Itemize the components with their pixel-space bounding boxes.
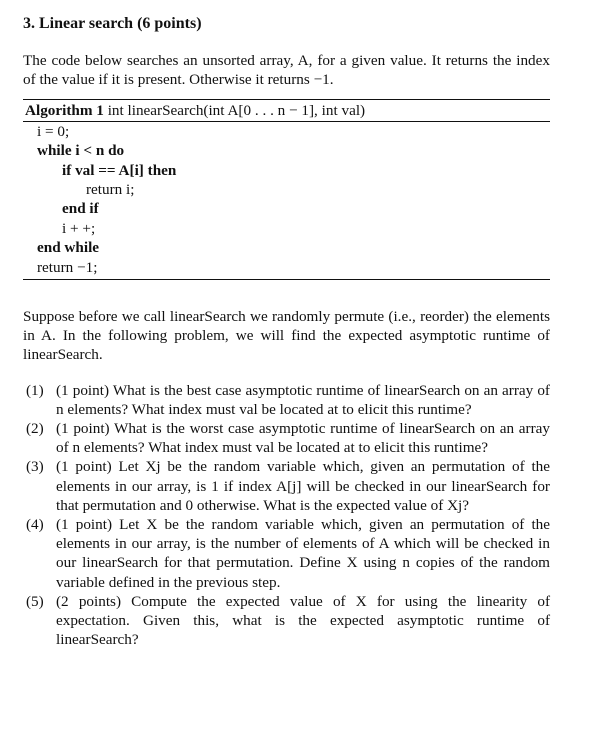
code-line: if val == A[i] then <box>62 161 177 179</box>
question-text: (1 point) What is the best case asymptotic runtime of linearSearch on an array of n elements? What index must val be located at to elicit this runtime? <box>56 381 550 418</box>
document-page <box>23 14 550 649</box>
algorithm-signature: int linearSearch(int A[0 . . . n − 1], int val) <box>107 101 366 119</box>
code-line: end while <box>37 239 100 257</box>
question-number: (4) <box>26 515 44 533</box>
question-number: (5) <box>26 592 44 610</box>
question-list <box>23 381 550 650</box>
question-text: (2 points) Compute the expected value of X for using the linearity of expectation. Given this, what is the expected asymptotic runtime of linearSearch? <box>56 592 550 649</box>
question-number: (1) <box>26 381 44 399</box>
question-number: (2) <box>26 419 44 437</box>
code-line: while i < n do <box>37 142 125 160</box>
algorithm-block <box>23 99 550 280</box>
question-item <box>23 381 550 419</box>
algorithm-caption <box>23 100 550 122</box>
code-line: return −1; <box>37 258 98 276</box>
question-item <box>23 457 550 515</box>
code-line: end if <box>62 200 99 218</box>
code-line: i = 0; <box>37 122 70 140</box>
question-item <box>23 515 550 592</box>
code-line: return i; <box>86 180 135 198</box>
algorithm-label: Algorithm 1 <box>25 101 104 119</box>
question-item <box>23 592 550 650</box>
section-heading: 3. Linear search (6 points) <box>23 15 202 32</box>
code-line: i + +; <box>62 219 96 237</box>
question-text: (1 point) What is the worst case asymptotic runtime of linearSearch on an array of n elements? What index must val be located at to elicit this runtime? <box>56 419 550 457</box>
intro-paragraph: The code below searches an unsorted array, A, for a given value. It returns the index of the value if it is present. Otherwise it returns −1. <box>23 52 550 89</box>
body-paragraph: Suppose before we call linearSearch we randomly permute (i.e., reorder) the elements in A. In the following problem, we will find the expected asymptotic runtime of linearSearch. <box>23 307 550 364</box>
question-text: (1 point) Let Xj be the random variable which, given an permutation of the elements in our array, is 1 if index A[j] will be checked in our linearSearch for that permutation and 0 otherwise. What is the expected value of Xj? <box>56 458 550 514</box>
question-text: (1 point) Let X be the random variable which, given an permutation of the elements in our array, is the number of elements of A which will be checked in our linearSearch for that permutation. Define X using n copies of the random variable defined in the previous step. <box>56 515 550 591</box>
question-number: (3) <box>26 458 44 476</box>
question-item <box>23 419 550 457</box>
